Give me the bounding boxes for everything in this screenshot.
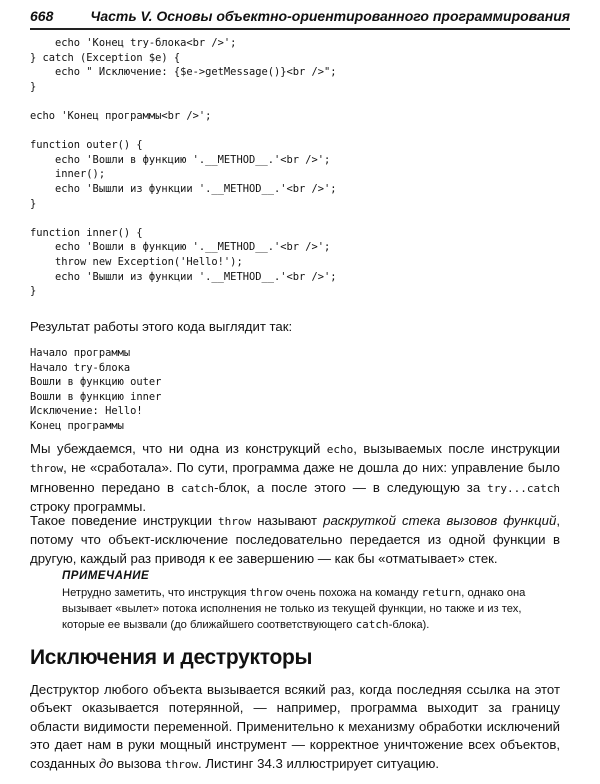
code-line: echo " Исключение: {$e->getMessage()}<br />"; xyxy=(30,66,337,79)
code-line: } catch (Exception $e) { xyxy=(30,51,181,64)
code-line: throw new Exception('Hello!'); xyxy=(30,255,243,268)
code-line: echo 'Вышли из функции '.__METHOD__.'<br />'; xyxy=(30,182,337,195)
paragraph-stack-unwinding: Такое поведение инструкции throw называют раскруткой стека вызовов функций, потому что объект-исключение последовательно передается из одной функции в другую, каждый раз приводя к ее завершению — как бы «отматывает» стек. xyxy=(30,513,560,566)
inline-code: throw xyxy=(30,462,64,476)
code-line: function outer() { xyxy=(30,139,143,152)
code-line: echo 'Вышли из функции '.__METHOD__.'<br />'; xyxy=(30,270,337,283)
running-title: Часть V. Основы объектно-ориентированного программирования xyxy=(90,8,570,24)
inline-code: throw xyxy=(249,586,283,599)
inline-code: throw xyxy=(218,515,252,528)
paragraph-destructors: Деструктор любого объекта вызывается всякий раз, когда последняя ссылка на этот объект оказывается потерянной, — например, программа выходит за границу области видимости переменной. Применительно к механизму обработки исключений это дает нам в руки мощный инструмент — корректное уничтожение всех объектов, созданных до вызова throw. Листинг 34.3 иллюстрирует ситуацию. xyxy=(30,682,560,771)
inline-code: echo xyxy=(326,443,354,456)
code-listing xyxy=(30,36,550,299)
code-line: echo 'Вошли в функцию '.__METHOD__.'<br />'; xyxy=(30,153,331,166)
output-line: Конец программы xyxy=(30,419,124,432)
inline-code: catch xyxy=(180,481,215,495)
code-line: } xyxy=(30,285,37,298)
code-line: inner(); xyxy=(30,168,106,181)
note-box xyxy=(62,570,557,634)
inline-code: return xyxy=(421,586,462,599)
section-heading: Исключения и деструкторы xyxy=(30,646,313,669)
output-line: Исключение: Hello! xyxy=(30,405,143,418)
code-line: } xyxy=(30,197,37,210)
emphasis-term: раскруткой стека вызовов функций xyxy=(323,513,557,528)
output-line: Вошли в функцию inner xyxy=(30,390,162,403)
result-intro: Результат работы этого кода выглядит так: xyxy=(30,319,293,334)
note-title: ПРИМЕЧАНИЕ xyxy=(62,570,150,582)
inline-code: try...catch xyxy=(487,481,560,495)
paragraph-stack-unwind-result: Мы убеждаемся, что ни одна из конструкций echo, вызываемых после инструкции throw, не «сработала». По сути, программа даже не дошла до них: управление было мгновенно передано в catch-блок, а после этого — в следующую за try...catch строку программы. xyxy=(30,441,560,515)
output-line: Начало try-блока xyxy=(30,361,131,374)
output-line: Вошли в функцию outer xyxy=(30,376,162,389)
code-line: echo 'Конец try-блока<br />'; xyxy=(30,37,237,49)
code-line: echo 'Конец программы<br />'; xyxy=(30,109,212,122)
inline-code: throw xyxy=(164,757,199,771)
note-text: Нетрудно заметить, что инструкция throw очень похожа на команду return, однако она вызывает «вылет» потока исполнения не только из текущей функции, но также и из тех, которые ее вызвали (до ближайшего соответствующего catch-блока). xyxy=(62,586,526,632)
output-line: Начало программы xyxy=(30,347,131,359)
emphasis-word: до xyxy=(99,755,114,771)
page-number: 668 xyxy=(30,8,54,24)
code-line: echo 'Вошли в функцию '.__METHOD__.'<br />'; xyxy=(30,241,331,254)
page-header xyxy=(30,8,570,30)
code-line: } xyxy=(30,80,37,93)
code-line: function inner() { xyxy=(30,226,143,239)
program-output xyxy=(30,346,550,434)
inline-code: catch xyxy=(355,618,389,632)
